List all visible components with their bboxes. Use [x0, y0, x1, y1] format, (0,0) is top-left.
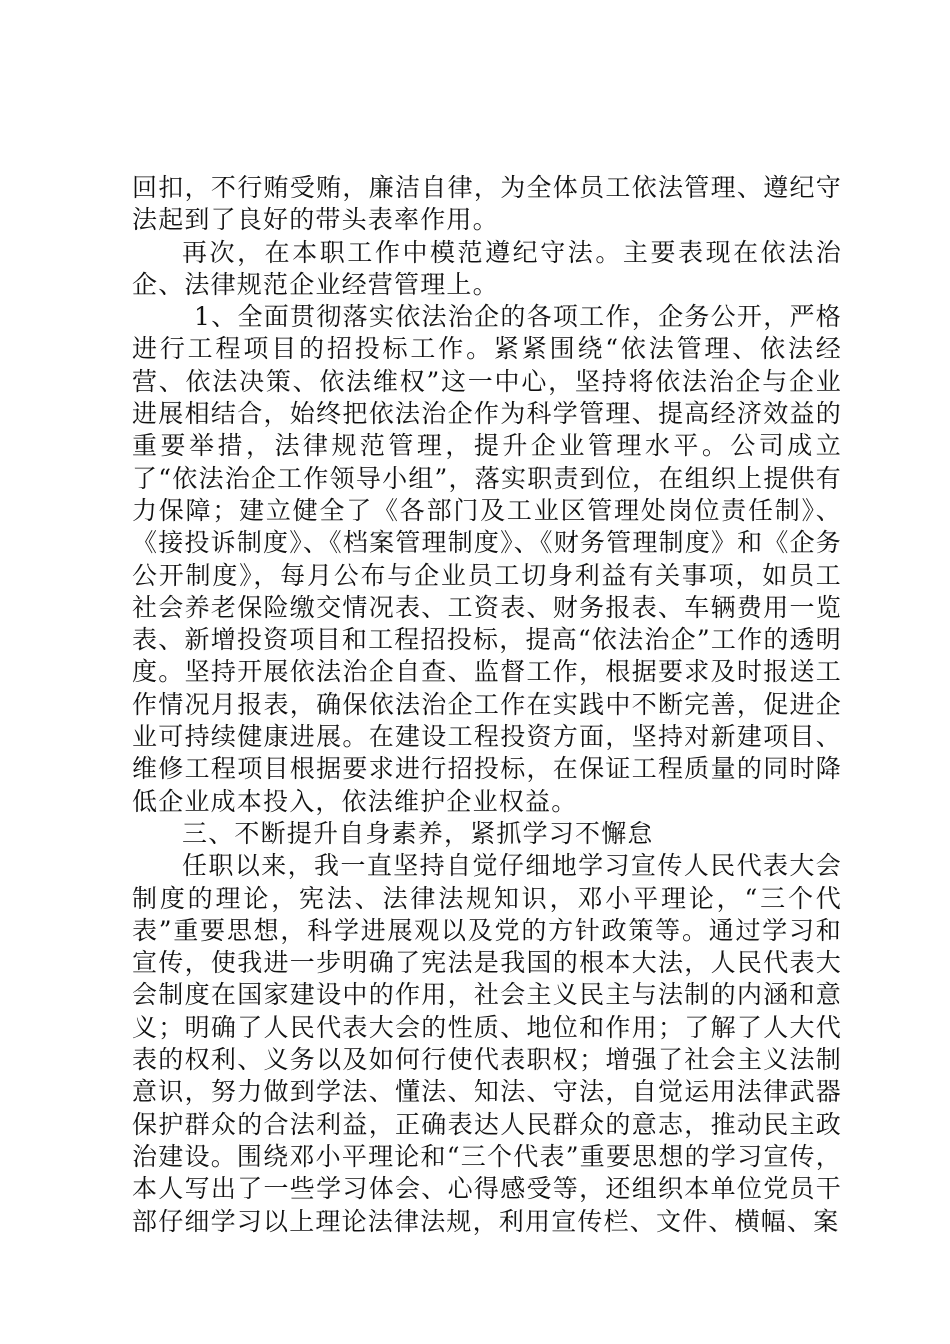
paragraph-item-1: 1、全面贯彻落实依法治企的各项工作，企务公开，严格进行工程项目的招投标工作。紧紧围绕“依法管理、依法经营、依法决策、依法维权”这一中心，坚持将依法治企与企业进展相结合，始终把依法治企作为科学管理、提高经济效益的重要举措，法律规范管理，提升企业管理水平。公司成立了“依法治企工作领导小组”，落实职责到位，在组织上提供有力保障；建立健全了《各部门及工业区管理处岗位责任制》、《接投诉制度》、《档案管理制度》、《财务管理制度》和《企务公开制度》，每月公布与企业员工切身利益有关事项，如员工社会养老保险缴交情况表、工资表、财务报表、车辆费用一览表、新增投资项目和工程招投标，提高“依法治企”工作的透明度。坚持开展依法治企自查、监督工作，根据要求及时报送工作情况月报表，确保依法治企工作在实践中不断完善，促进企业可持续健康进展。在建设工程投资方面，坚持对新建项目、维修工程项目根据要求进行招投标，在保证工程质量的同时降低企业成本投入，依法维护企业权益。	[132, 302, 842, 816]
body-text	[132, 172, 842, 1238]
paragraph-study: 任职以来，我一直坚持自觉仔细地学习宣传人民代表大会制度的理论，宪法、法律法规知识，邓小平理论，“三个代表”重要思想，科学进展观以及党的方针政策等。通过学习和宣传，使我进一步明确了宪法是我国的根本大法，人民代表大会制度在国家建设中的作用，社会主义民主与法制的内涵和意义；明确了人民代表大会的性质、地位和作用；了解了人大代表的权利、义务以及如何行使代表职权；增强了社会主义法制意识，努力做到学法、懂法、知法、守法，自觉运用法律武器保护群众的合法利益，正确表达人民群众的意志，推动民主政治建设。围绕邓小平理论和“三个代表”重要思想的学习宣传，本人写出了一些学习体会、心得感受等，还组织本单位党员干部仔细学习以上理论法律法规，利用宣传栏、文件、横幅、案	[132, 851, 842, 1236]
paragraph-continuation: 回扣，不行贿受贿，廉洁自律，为全体员工依法管理、遵纪守法起到了良好的带头表率作用。	[132, 173, 842, 235]
section-heading-3: 三、不断提升自身素养，紧抓学习不懈怠	[182, 818, 654, 848]
paragraph-compliance: 再次，在本职工作中模范遵纪守法。主要表现在依法治企、法律规范企业经营管理上。	[132, 237, 842, 299]
